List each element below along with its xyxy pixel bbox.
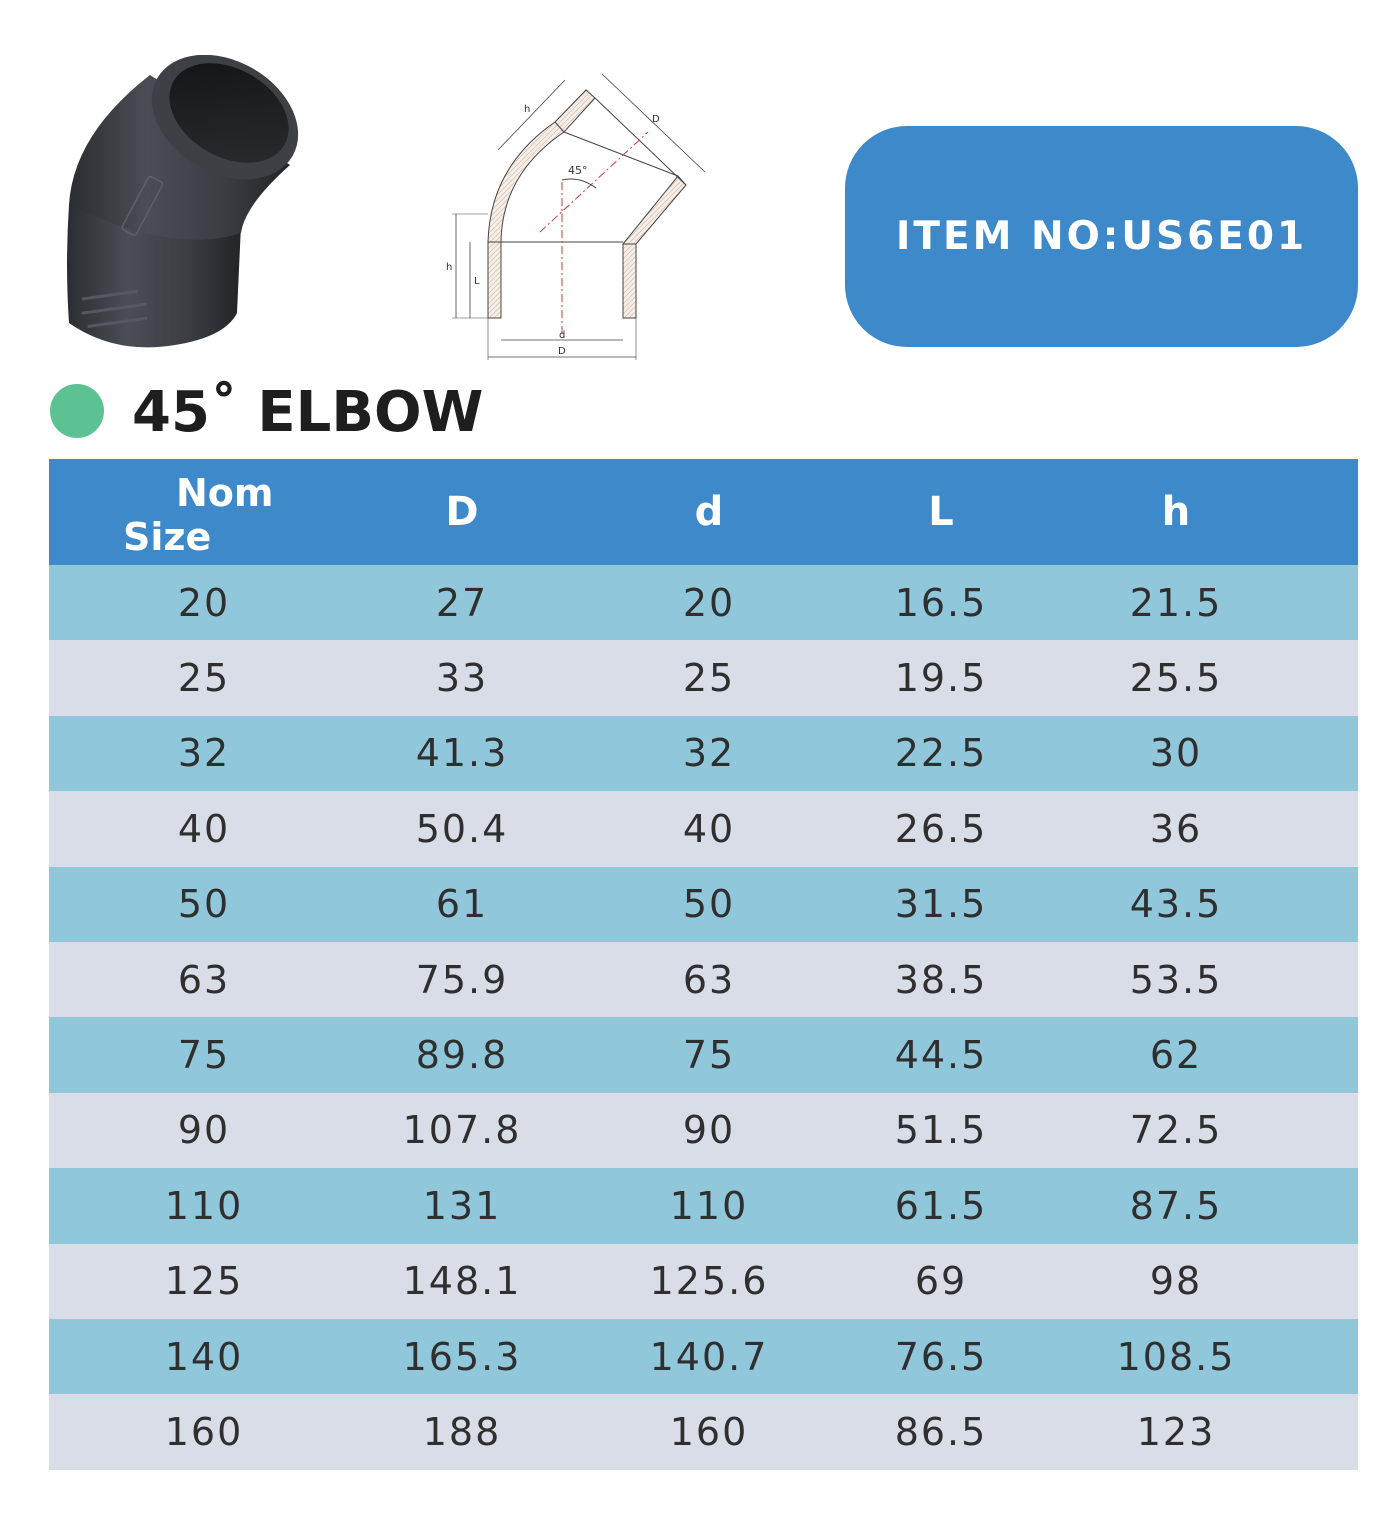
cell-D: 107.8 [402, 1108, 522, 1153]
header-nom-line2: Size [123, 515, 212, 559]
cell-d: 32 [682, 731, 736, 776]
cell-d: 20 [682, 580, 736, 625]
item-number-badge: ITEM NO:US6E01 [845, 126, 1358, 347]
table-row [49, 1093, 1358, 1168]
cell-h: 43.5 [1129, 882, 1223, 927]
cell-nom-size: 90 [177, 1108, 231, 1153]
cell-nom-size: 63 [177, 957, 231, 1002]
header-D: D [445, 489, 479, 535]
table-row [49, 1319, 1358, 1394]
cell-d: 140.7 [649, 1334, 769, 1379]
cell-L: 76.5 [894, 1334, 988, 1379]
cell-L: 19.5 [894, 656, 988, 701]
cell-h: 87.5 [1129, 1183, 1223, 1228]
cell-d: 40 [682, 806, 736, 851]
cell-d: 110 [669, 1183, 749, 1228]
cell-h: 98 [1149, 1259, 1203, 1304]
table-row [49, 1017, 1358, 1092]
cell-nom-size: 25 [177, 656, 231, 701]
table-row [49, 1394, 1358, 1469]
cell-L: 22.5 [894, 731, 988, 776]
cell-D: 61 [435, 882, 489, 927]
cell-L: 31.5 [894, 882, 988, 927]
diagram-dim-D-bottom: D [558, 346, 566, 357]
cell-d: 160 [669, 1409, 749, 1454]
cell-nom-size: 125 [164, 1259, 244, 1304]
cell-D: 27 [435, 580, 489, 625]
cell-L: 26.5 [894, 806, 988, 851]
cell-nom-size: 50 [177, 882, 231, 927]
elbow-technical-diagram [440, 72, 720, 362]
cell-L: 69 [914, 1259, 968, 1304]
cell-D: 33 [435, 656, 489, 701]
cell-h: 21.5 [1129, 580, 1223, 625]
table-row [49, 716, 1358, 791]
cell-nom-size: 20 [177, 580, 231, 625]
table-row [49, 942, 1358, 1017]
cell-L: 38.5 [894, 957, 988, 1002]
diagram-dim-h-left: h [446, 262, 453, 273]
cell-D: 89.8 [415, 1033, 509, 1078]
cell-nom-size: 75 [177, 1033, 231, 1078]
cell-h: 108.5 [1116, 1334, 1236, 1379]
cell-L: 16.5 [894, 580, 988, 625]
table-row [49, 867, 1358, 942]
cell-d: 50 [682, 882, 736, 927]
cell-nom-size: 40 [177, 806, 231, 851]
cell-D: 131 [422, 1183, 502, 1228]
table-row [49, 1244, 1358, 1319]
header-nom-line1: Nom [176, 471, 274, 515]
header-d: d [694, 489, 724, 535]
header-h: h [1161, 489, 1191, 535]
table-body [49, 565, 1358, 1470]
header-nom-size [123, 471, 343, 561]
table-row [49, 640, 1358, 715]
cell-L: 44.5 [894, 1033, 988, 1078]
cell-h: 62 [1149, 1033, 1203, 1078]
cell-D: 41.3 [415, 731, 509, 776]
table-header-row [49, 459, 1358, 565]
header-L: L [928, 489, 954, 535]
cell-h: 25.5 [1129, 656, 1223, 701]
diagram-dim-L: L [474, 276, 480, 287]
elbow-product-photo [55, 55, 315, 355]
cell-nom-size: 160 [164, 1409, 244, 1454]
cell-d: 90 [682, 1108, 736, 1153]
cell-L: 61.5 [894, 1183, 988, 1228]
table-row [49, 791, 1358, 866]
cell-d: 125.6 [649, 1259, 769, 1304]
cell-D: 165.3 [402, 1334, 522, 1379]
cell-h: 123 [1136, 1409, 1216, 1454]
cell-D: 75.9 [415, 957, 509, 1002]
diagram-angle-label: 45° [568, 164, 588, 177]
title-bullet-icon [50, 384, 104, 438]
diagram-dim-D-top: D [652, 114, 660, 125]
cell-d: 75 [682, 1033, 736, 1078]
diagram-dim-d: d [559, 330, 566, 341]
cell-h: 53.5 [1129, 957, 1223, 1002]
cell-h: 36 [1149, 806, 1203, 851]
cell-D: 50.4 [415, 806, 509, 851]
cell-L: 86.5 [894, 1409, 988, 1454]
cell-h: 72.5 [1129, 1108, 1223, 1153]
specification-table [49, 459, 1358, 1470]
cell-h: 30 [1149, 731, 1203, 776]
cell-nom-size: 110 [164, 1183, 244, 1228]
table-row [49, 565, 1358, 640]
cell-D: 188 [422, 1409, 502, 1454]
cell-d: 63 [682, 957, 736, 1002]
cell-nom-size: 32 [177, 731, 231, 776]
table-row [49, 1168, 1358, 1243]
cell-nom-size: 140 [164, 1334, 244, 1379]
diagram-dim-h-top: h [524, 104, 531, 115]
page-title: 45˚ ELBOW [132, 380, 484, 445]
cell-L: 51.5 [894, 1108, 988, 1153]
cell-D: 148.1 [402, 1259, 522, 1304]
cell-d: 25 [682, 656, 736, 701]
